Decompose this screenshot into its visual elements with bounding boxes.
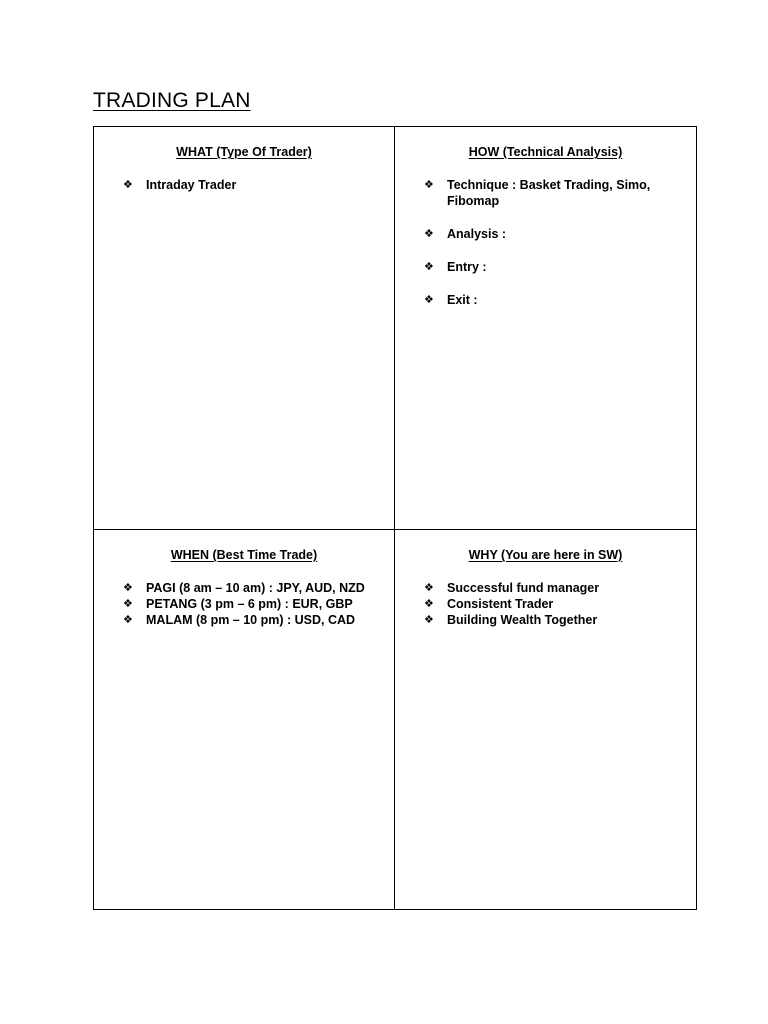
diamond-bullet-icon: ❖: [123, 614, 133, 626]
what-heading: WHAT (Type Of Trader): [176, 145, 312, 159]
diamond-bullet-icon: ❖: [123, 598, 133, 610]
list-item-text: Building Wealth Together: [447, 613, 598, 627]
diamond-bullet-icon: ❖: [424, 582, 434, 594]
list-item: [395, 177, 696, 209]
list-item: [94, 580, 394, 596]
what-cell: [94, 127, 395, 530]
diamond-bullet-icon: ❖: [123, 582, 133, 594]
diamond-bullet-icon: ❖: [424, 228, 434, 240]
when-cell: [94, 530, 395, 909]
list-item: [395, 226, 696, 242]
page-title: TRADING PLAN: [93, 89, 251, 112]
list-item-text: MALAM (8 pm – 10 pm) : USD, CAD: [146, 613, 356, 627]
when-list: [94, 580, 394, 628]
list-item-text: Successful fund manager: [447, 581, 600, 595]
why-list: [395, 580, 696, 628]
what-list: [94, 177, 394, 193]
list-item: [94, 596, 394, 612]
trading-plan-table: [93, 126, 697, 910]
list-item: [94, 177, 394, 193]
list-item-text: Intraday Trader: [146, 178, 237, 192]
diamond-bullet-icon: ❖: [424, 261, 434, 273]
list-item: [395, 292, 696, 308]
how-list: [395, 177, 696, 308]
diamond-bullet-icon: ❖: [424, 598, 434, 610]
why-cell: [395, 530, 696, 909]
how-cell: [395, 127, 696, 530]
list-item-text: Analysis :: [447, 227, 507, 241]
why-heading: WHY (You are here in SW): [468, 548, 623, 562]
list-item: [395, 612, 696, 628]
list-item-text: PETANG (3 pm – 6 pm) : EUR, GBP: [146, 597, 353, 611]
diamond-bullet-icon: ❖: [424, 294, 434, 306]
list-item-text: PAGI (8 am – 10 am) : JPY, AUD, NZD: [146, 581, 365, 595]
list-item-text: Entry :: [447, 260, 487, 274]
list-item-text: Consistent Trader: [447, 597, 554, 611]
diamond-bullet-icon: ❖: [424, 614, 434, 626]
diamond-bullet-icon: ❖: [123, 179, 133, 191]
how-heading: HOW (Technical Analysis): [468, 145, 623, 159]
diamond-bullet-icon: ❖: [424, 179, 434, 191]
list-item: [94, 612, 394, 628]
list-item: [395, 596, 696, 612]
list-item: [395, 259, 696, 275]
when-heading: WHEN (Best Time Trade): [170, 548, 318, 562]
list-item-text: Technique : Basket Trading, Simo, Fibomap: [447, 178, 651, 208]
list-item: [395, 580, 696, 596]
list-item-text: Exit :: [447, 293, 478, 307]
